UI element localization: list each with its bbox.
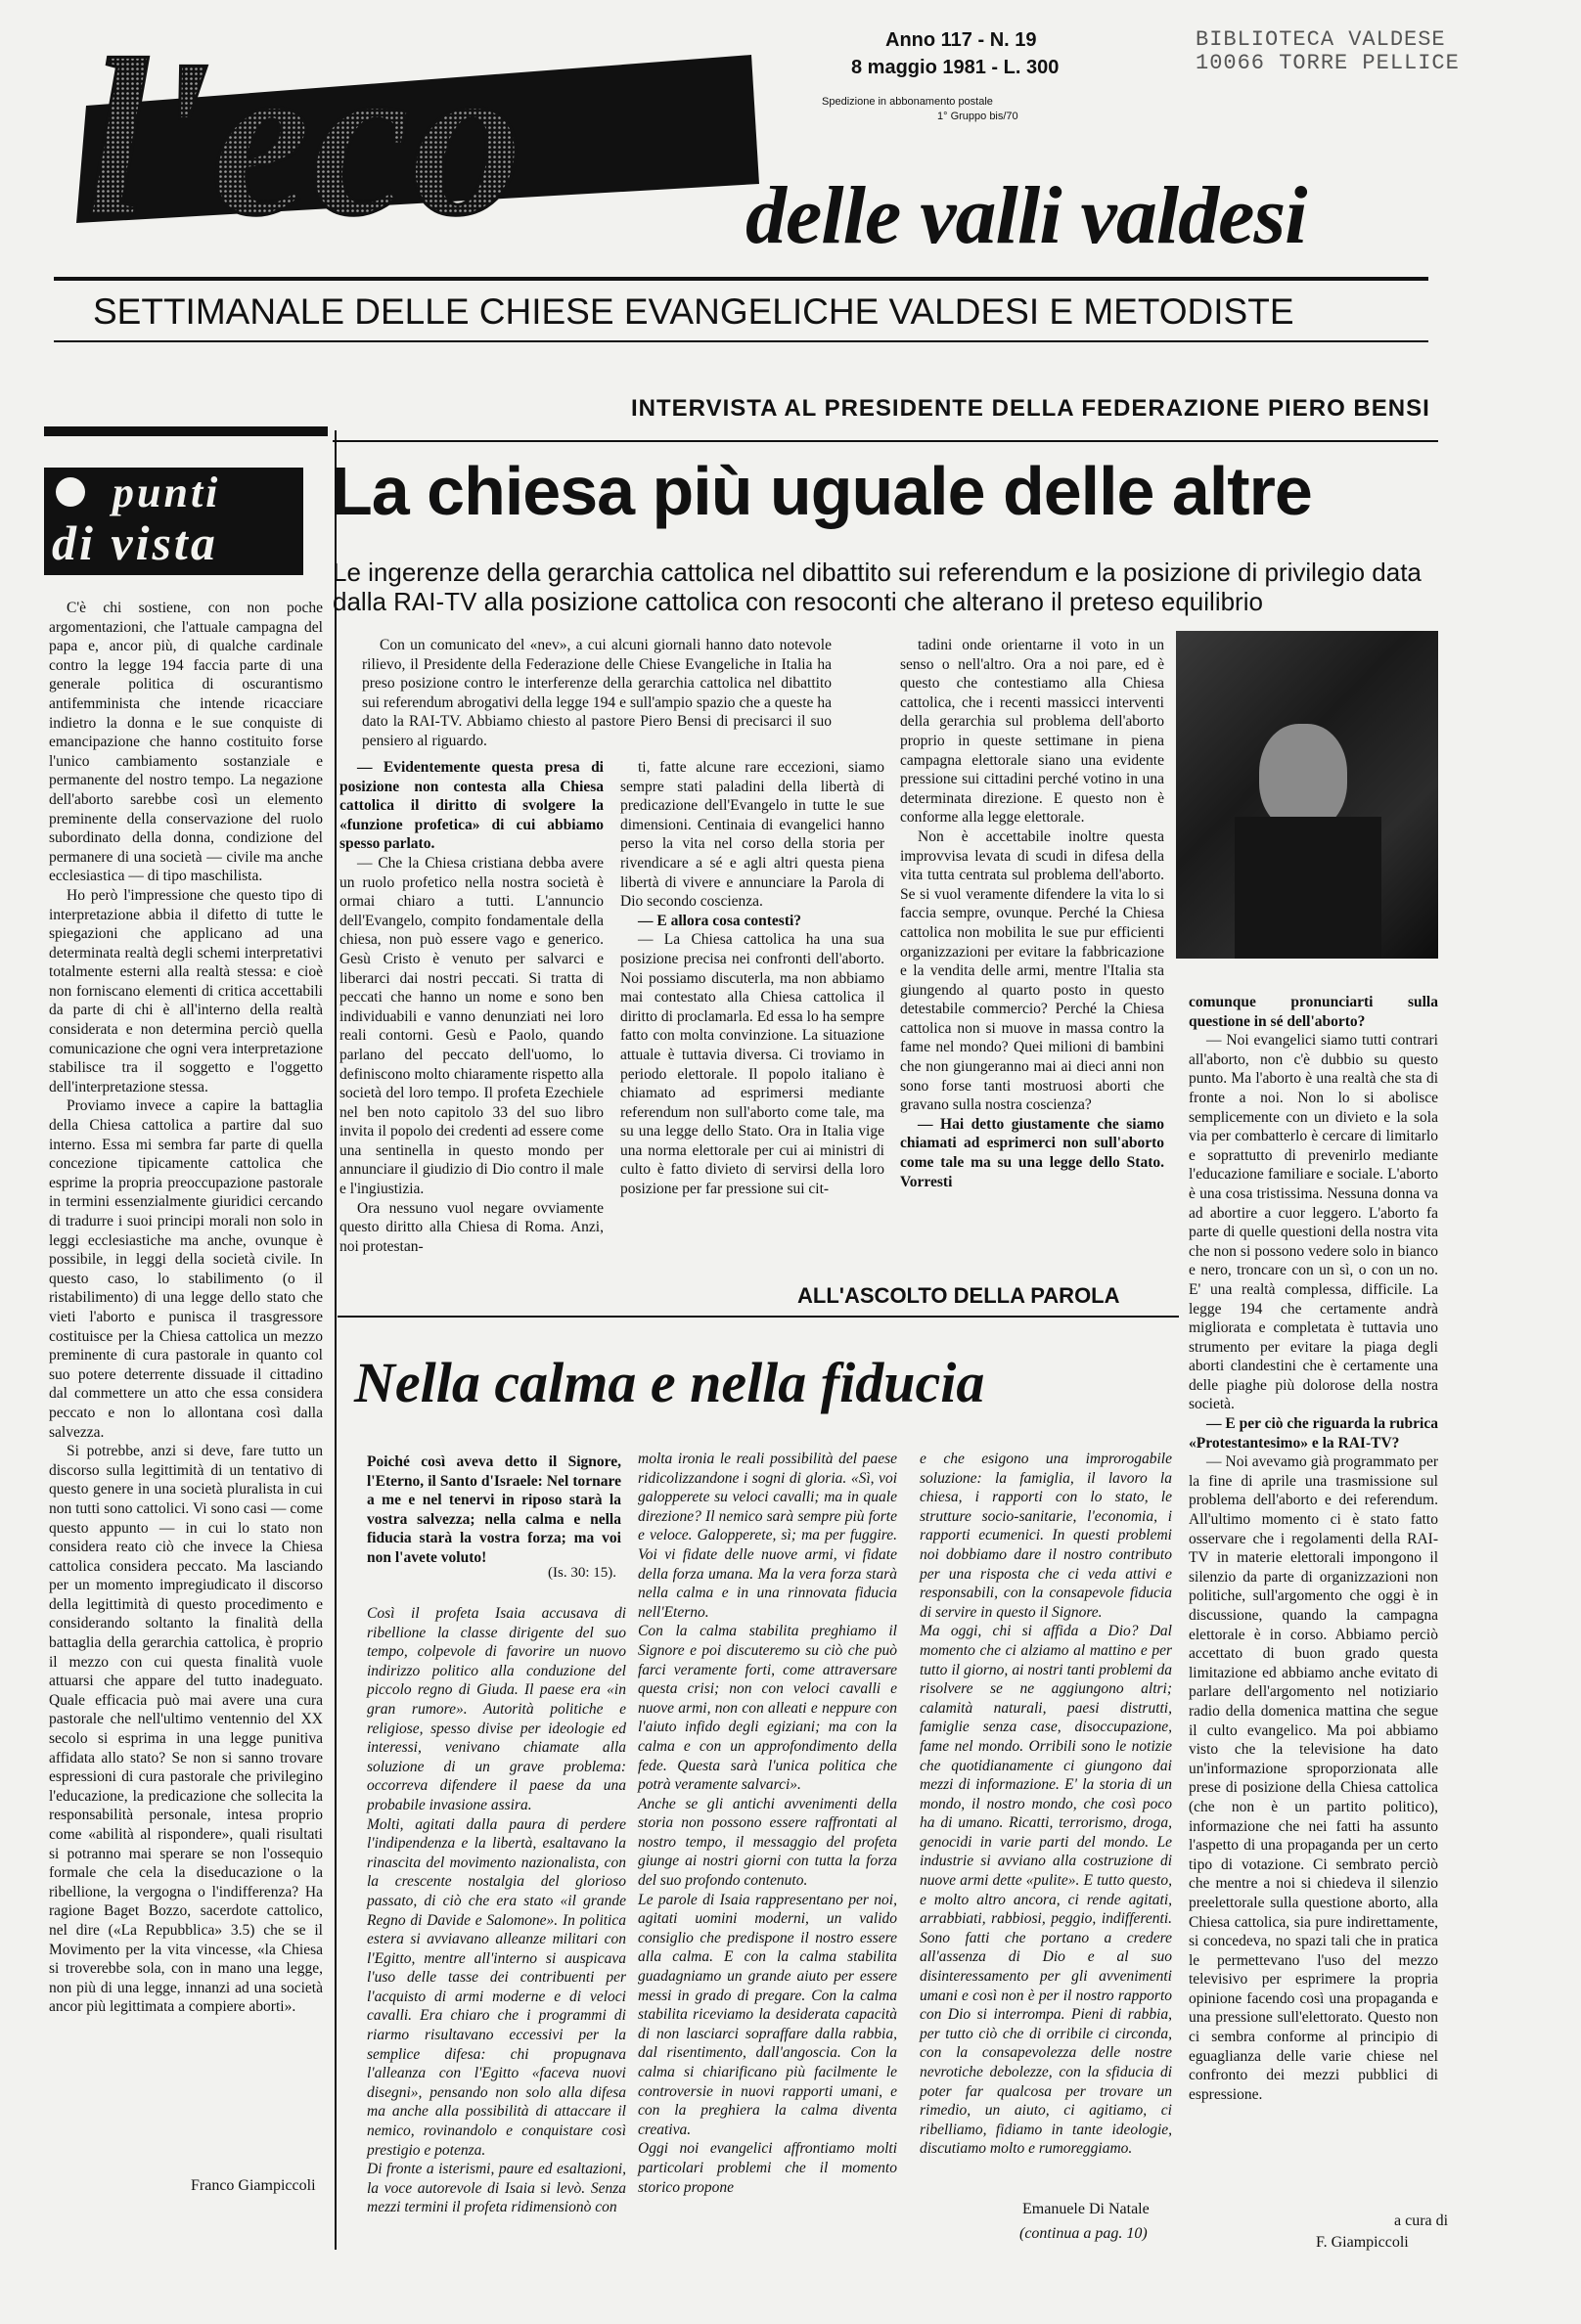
interview-question: — Evidentemente questa presa di posizione non contesta alla Chiesa cattolica il diritto di svolgere la «funzione profetica» di cui abbiamo spesso parlato.: [339, 759, 604, 853]
interview-question: comunque pronunciarti sulla questione in sé dell'aborto?: [1189, 994, 1438, 1030]
interview-question: — E allora cosa contesti?: [638, 912, 802, 929]
ascolto-kicker: ALL'ASCOLTO DELLA PAROLA: [797, 1283, 1120, 1308]
interview-answer: Ora nessuno vuol negare ovviamente questo diritto alla Chiesa di Roma. Anzi, noi protestan-: [339, 1199, 604, 1255]
masthead-rule-top: [54, 277, 1428, 281]
punti-paragraph: C'è chi sostiene, con non poche argomentazioni, che l'attuale campagna del papa e, ancor più, di qualche cardinale contro la legge 194 faccia parte di una generale politica di oscurantismo antifemminista che intende ricacciare indietro la donna e le sue conquiste di emancipazione che hanno costituito forse l'unico cambiamento sostanziale e permanente del nostro tempo. La negazione dell'aborto sarebbe così un elemento preminente della conservazione del ruolo subordinato della donna, condizione del permanere di una società — civile ma anche ecclesiastica — di tipo maschilista.: [49, 600, 323, 885]
interview-headline: La chiesa più uguale delle altre: [331, 453, 1312, 529]
masthead-subtitle: delle valli valdesi: [745, 170, 1307, 261]
interview-credit-2: F. Giampiccoli: [1316, 2234, 1409, 2251]
interview-answer: ti, fatte alcune rare eccezioni, siamo sempre stati paladini della libertà di predicazione dell'Evangelo in tutte le sue dimensioni. Centinaia di evangelici hanno perso la vita nel corso della storia per rivendicare a sé e agli altri questa piena libertà di vivere e annunciare la Parola di Dio secondo coscienza.: [620, 759, 884, 911]
ascolto-column-3: e che esigono una improrogabile soluzione: la famiglia, il lavoro la chiesa, i rapporti con lo stato, le strutture socio-sanitarie, l'economia, i rapporti ecumenici. In questi problemi noi dobbiamo dare il nostro contributo per una risposta che ci veda attivi e responsabili, con la consapevole fiducia di servire in questo il Signore. Ma oggi, chi si affida a Dio? Dal momento che ci alziamo al mattino e per tutto il giorno, ai nostri tanti problemi da risolvere se ne aggiungono altri; calamità naturali, paesi distrutti, famiglie senza case, disoccupazione, fame nel mondo. Orribili sono le notizie che quotidianamente ci giungono dai mezzi di informazione. E' la storia di un mondo, il nostro mondo, che così poco ha di umano. Ricatti, terrorismo, droga, genocidi in varie parti del mondo. Le industrie si avviano alla costruzione di nuove armi dette «pulite». E tutto questo, e molto altro ancora, ci rende agitati, arrabbiati, rabbiosi, peggio, indifferenti. Sono fatti che portano a credere all'assenza di Dio e al suo disinteressamento per gli avvenimenti umani e così non è per il nostro rapporto con Dio si interrompa. Pieni di rabbia, per tutto ciò che di orribile ci circonda, con la consapevolezza delle nostre nevrotiche debolezze, con la sfiducia di poter far qualcosa per trovare un rimedio, un aiuto, ci agitiamo, ci ribelliamo, fidiamo in tante ideologie, discutiamo molto e rumoreggiamo.: [920, 1451, 1172, 2158]
ascolto-headline: Nella calma e nella fiducia: [354, 1351, 985, 1414]
postal-line-2: 1° Gruppo bis/70: [937, 111, 1018, 122]
weekly-tagline: SETTIMANALE DELLE CHIESE EVANGELICHE VALDESI E METODISTE: [93, 291, 1294, 332]
interview-kicker: INTERVISTA AL PRESIDENTE DELLA FEDERAZIONE PIERO BENSI: [631, 395, 1430, 422]
interview-question: — Hai detto giustamente che siamo chiamati ad esprimerci non sull'aborto come tale ma su una legge dello Stato. Vorresti: [900, 1115, 1164, 1190]
punti-label-2: di vista: [52, 515, 218, 570]
interview-question: — E per ciò che riguarda la rubrica «Protestantesimo» e la RAI-TV?: [1189, 1415, 1438, 1452]
interview-column-4: [1189, 993, 1438, 2132]
interview-rule: [333, 440, 1438, 442]
ascolto-column-2: molta ironia le reali possibilità del paese ridicolizzandone i sogni di gloria. «Sì, voi galopperete su veloci cavalli; ma in quale direzione? Il nemico sarà sempre più forte e veloce. Galopperete, sì; ma per fuggire. Voi vi fidate delle nuove armi, vi fidate della forza umana. Ma la vera forza starà nella calma e in una rinnovata fiducia nell'Eterno. Con la calma stabilita preghiamo il Signore e poi discuteremo su ciò che può farci veramente forti, come attraversare questa crisi; non con veloci cavalli e nuove armi, non con alleati e neppure con l'aiuto infido degli egiziani; ma con la calma e con un approfondimento della fede. Questa sarà l'unica politica che potrà veramente salvarci». Anche se gli antichi avvenimenti della storia non possono essere raffrontati al nostro tempo, il messaggio del profeta giunge ai nostri giorni con tutta la forza del suo profondo contenuto. Le parole di Isaia rappresentano per noi, agitati uomini moderni, un valido consiglio che predispone il nostro essere alla calma. E con la calma stabilita guadagniamo un grande aiuto per essere messi in grado di pregare. Con la calma stabilita riceviamo la desiderata capacità di non lasciarci sopraffare dalla rabbia, dal risentimento, dall'angoscia. Con la calma si chiarificano più facilmente le controversie in nuovi rapporti umani, e con la preghiera la calma diventa creativa. Oggi noi evangelici affrontiamo molti particolari problemi che il momento storico propone: [638, 1451, 897, 2196]
punti-di-vista-box: [44, 468, 303, 575]
interview-deck: Le ingerenze della gerarchia cattolica nel dibattito sui referendum e la posizione di privilegio data dalla RAI-TV alla posizione cattolica con resoconti che alterano il preteso equilibrio: [333, 558, 1422, 616]
interview-intro: [362, 636, 832, 749]
ascolto-author: Emanuele Di Natale: [1022, 2201, 1150, 2217]
issue-date-price: 8 maggio 1981 - L. 300: [851, 57, 1060, 78]
interview-column-1: [339, 758, 604, 1255]
interview-answer: — Che la Chiesa cristiana debba avere un ruolo profetico nella nostra società è ormai chiaro a tutti. L'annuncio dell'Evangelo, compito fondamentale della chiesa, non può essere vago e generico. Gesù Cristo è venuto per salvarci e liberarci dai nostri peccati. Si tratta di peccati che hanno un nome e sono ben individuabili e vanno denunziati nei loro reali contorni. Gesù e Paolo, quando parlano del peccato dell'uomo, lo definiscono molto chiaramente rispetto alla società del loro tempo. Il profeta Ezechiele nel ben noto capitolo 33 del suo libro invita il popolo dei credenti ad essere come una sentinella in questo mondo per annunciare il giudizio di Dio contro il male e l'ingiustizia.: [339, 854, 604, 1198]
ascolto-rule: [338, 1316, 1179, 1318]
postal-line-1: Spedizione in abbonamento postale: [822, 96, 993, 108]
interview-answer: — Noi evangelici siamo tutti contrari all'aborto, non c'è dubbio su questo punto. Ma l'aborto è una realtà che sta di fronte a noi. Non lo si abolisce semplicemente con un divieto e la sola via per combatterlo è cercare di limitarlo e soprattutto di prevenirlo mediante l'educazione familiare e sociale. L'aborto è una cosa tristissima. Nessuna donna va ad abortire a cuor leggero. L'aborto fa parte di quelle questioni della nostra vita che non si possono vedere solo in bianco e nero, troncare con un sì, o con un no. E' una realtà complessa, difficile. La legge 194 che certamente andrà migliorata e completata è tuttavia uno strumento per evitare la piaga degli aborti clandestini che è certamente una delle piaghe più dolorose della nostra società.: [1189, 1032, 1438, 1413]
masthead-rule-bottom: [54, 340, 1428, 342]
ascolto-column-1: Così il profeta Isaia accusava di ribellione la classe dirigente del suo tempo, colpevole di favorire un nuovo indirizzo politico alla conduzione del piccolo regno di Giuda. Il paese era «in gran rumore». Autorità politiche e religiose, spesso divise per ideologie ed interessi, venivano chiamate alla soluzione di un grave problema: occorreva difendere il paese da una probabile invasione assira. Molti, agitati dalla paura di perdere l'indipendenza e la libertà, esaltavano la rinascita del movimento nazionalista, con la crescente nostalgia del glorioso passato, di ciò che era stato «il grande Regno di Davide e Salomone». In politica estera si avviavano alleanze militari con l'Egitto, mentre all'interno si auspicava l'uso delle tasse dei contribuenti per l'acquisto di armi moderne e di veloci cavalli. Era chiaro che i programmi di riarmo risultavano eccessivi per la semplice difesa: chi propugnava l'alleanza con l'Egitto «faceva nuovi disegni», pensando non solo alla difesa ma anche alla possibilità di attaccare il nemico, rovinandolo e conquistare così prestigio e potenza. Di fronte a isterismi, paure ed esaltazioni, la voce autorevole di Isaia si levò. Senza mezzi termini il profeta ridimensionò con: [367, 1605, 626, 2216]
interview-answer: — La Chiesa cattolica ha una sua posizione precisa nei confronti dell'aborto. Noi possiamo discuterla, ma non abbiamo mai contestato alla Chiesa cattolica il diritto di proclamarla. Ed essa lo ha sempre fatto con molta convinzione. La situazione attuale è tuttavia diversa. Ci troviamo in periodo elettorale. Il popolo italiano è chiamato ad esprimersi mediante referendum non sull'aborto come tale, ma su una legge dello Stato. Ora in Italia vige una norma elettorale per cui ai ministri di culto è fatto divieto di servirsi della loro posizione per far pressione sui cit-: [620, 931, 884, 1198]
ascolto-verse: Poiché così aveva detto il Signore, l'Eterno, il Santo d'Israele: Nel tornare a me e nel tenervi in riposo starà la vostra salvezza; nella calma e nella fiducia starà la vostra forza; ma voi non l'avete voluto!: [367, 1453, 621, 1566]
photo-face: [1259, 724, 1347, 831]
piero-bensi-photo: [1176, 631, 1438, 959]
punti-label-1: punti: [113, 469, 221, 516]
interview-answer: — Noi avevamo già programmato per la fine di aprile una trasmissione sul problema dell'aborto e dei referendum. All'ultimo momento ci è stato fatto osservare che i regolamenti della RAI-TV in materie elettorali impongono il silenzio da parte di organizzazioni non politiche, sull'argomento che oggi è in discussione, quando la campagna elettorale è in corso. Abbiamo perciò accettato di buon grado questa limitazione ed abbiamo anche evitato di parlare dell'argomento nel notiziario radio della domenica mattina che segue il culto evangelico. Ma poi abbiamo visto che la televisione ha dato un'informazione sproporzionata alle prese di posizione della Chiesa cattolica (che non è un partito politico), informazione che nei fatti ha assunto l'aspetto di una propaganda per un certo tipo di votazione. Ci sembrato perciò che mentre a noi si chiedeva il silenzio preelettorale sulla questione aborto, alla Chiesa cattolica, sia pure indirettamente, si concedeva, no spazi tali che in pratica le permettevano l'uso del mezzo televisivo per esprimere la propria opinione facendo così una propaganda e una pressione sull'elettorato. Questo non ci sembra conforme al principio di eguaglianza delle varie chiese nel confronto dei mezzi pubblici di espressione.: [1189, 1453, 1438, 2103]
interview-intro-text: Con un comunicato del «nev», a cui alcuni giornali hanno dato notevole rilievo, il Presidente della Federazione delle Chiese Evangeliche in Italia ha preso posizione contro le interferenze della gerarchia cattolica nel dibattito sui referendum abrogativi della legge 194 e sull'ampio spazio che a queste ha dato la RAI-TV. Abbiamo chiesto al pastore Piero Bensi di precisarci il suo pensiero al riguardo.: [362, 637, 832, 749]
interview-column-3: [900, 636, 1164, 1218]
logo-text: l'eco: [86, 13, 523, 262]
masthead-logo: [47, 13, 771, 262]
punti-di-vista-text: [49, 599, 323, 2169]
ascolto-reference: (Is. 30: 15).: [548, 1565, 616, 1581]
punti-paragraph: Ho però l'impressione che questo tipo di interpretazione abbia il difetto di tutte le spiegazioni che applicano ad una determinata realtà degli schemi interpretativi totalmente esterni alla realtà stessa: e cioè non forniscano elementi di critica accettabili da parte di chi è all'interno della realtà considerata e non determina perciò quella comunicazione che ogni vera interpretazione stabilisce tra il soggetto e l'oggetto dell'interpretazione stessa.: [49, 886, 323, 1095]
interview-answer: tadini onde orientarne il voto in un senso o nell'altro. Ora a noi pare, ed è questo che contestiamo alla Chiesa cattolica, che i recenti massicci interventi della gerarchia sul problema dell'aborto proprio in queste settimane in piena campagna elettorale siano una evidente pressione sui cittadini perché votino in una determinata direzione. E questo non è conforme alla legge elettorale.: [900, 637, 1164, 827]
photo-body: [1235, 817, 1381, 959]
interview-column-2: [620, 758, 884, 1218]
library-stamp-1: BIBLIOTECA VALDESE: [1196, 27, 1446, 52]
punti-paragraph: Proviamo invece a capire la battaglia della Chiesa cattolica a partire dal suo interno. Essa mi sembra far parte di quella concezione tipicamente cattolica che esprime la propria preoccupazione pastorale in termini essenzialmente giuridici cercando di tradurre i suoi principi morali non solo in leggi ecclesiastiche ma anche, ovunque è possibile, in leggi della società civile. In questo caso, lo stabilimento (o il ristabilimento) di una legge dello stato che vieti l'aborto e punisca il trasgressore costituisce per la Chiesa cattolica un mezzo preminente di cura pastorale in quanto col suo potere deterrente dissuade il cittadino dal commettere un atto che essa considera peccato e non lo allontana così dalla salvezza.: [49, 1097, 323, 1441]
punti-author: Franco Giampiccoli: [191, 2177, 316, 2194]
column-divider: [335, 430, 337, 2250]
issue-number: Anno 117 - N. 19: [885, 29, 1037, 51]
ascolto-continued: (continua a pag. 10): [1019, 2225, 1148, 2242]
interview-answer: Non è accettabile inoltre questa improvvisa levata di scudi in difesa della vita tutta centrata sul problema dell'aborto. Se si vuol veramente difendere la vita lo si faccia sempre, ovunque. Perché la Chiesa cattolica non mobilita le sue pur efficienti organizzazioni per evitare la fabbricazione e la vendita delle armi, mentre l'Italia sta giungendo al quarto posto in questo detestabile commercio? Perché la Chiesa cattolica non si muove in massa contro la fame nel mondo? Quei milioni di bambini che non giungeranno mai ai dieci anni non sono forse tanti mostruosi aborti che gravano sulla nostra coscienza?: [900, 827, 1164, 1114]
library-stamp-2: 10066 TORRE PELLICE: [1196, 51, 1460, 75]
punti-paragraph: Si potrebbe, anzi si deve, fare tutto un discorso sulla legittimità di un tentativo di questo genere in una società pluralista in cui non tutti sono cattolici. Vi sono casi — come questo appunto — in cui lo stato non considera reato ciò che invece la Chiesa cattolica considera peccato. Ma lasciando per un momento impregiudicato il discorso della legittimità di questo procedimento e considerando soltanto la finalità della battaglia della gerarchia cattolica, è proprio il mezzo con cui questa finalità vuole attuarsi che appare del tutto inadeguato. Quale efficacia può mai avere una cura pastorale che nell'ultimo ventennio del XX secolo si esprima in una legge punitiva affidata allo stato? Se non si sanno trovare espressioni di cura pastorale che privilegino l'educazione, la predicazione che sollecita la responsabilità personale, intesa proprio come «abilità al rispondere», quali risultati si potranno mai sperare se non l'ossequio formale che cela la diseducazione o la ribellione, la vergogna o l'indifferenza? Ha ragione Baget Bozzo, sacerdote cattolico, nel dire («La Repubblica» 3.5) che se il Movimento per la vita vincesse, «la Chiesa si troverebbe sola, con in mano una legge, non più di una legge, innanzi ad una società ancor più legittimata a compiere aborti».: [49, 1443, 323, 2016]
interview-credit-1: a cura di: [1394, 2212, 1449, 2229]
punti-top-bar: [44, 426, 328, 436]
bullet-icon: [56, 477, 85, 507]
